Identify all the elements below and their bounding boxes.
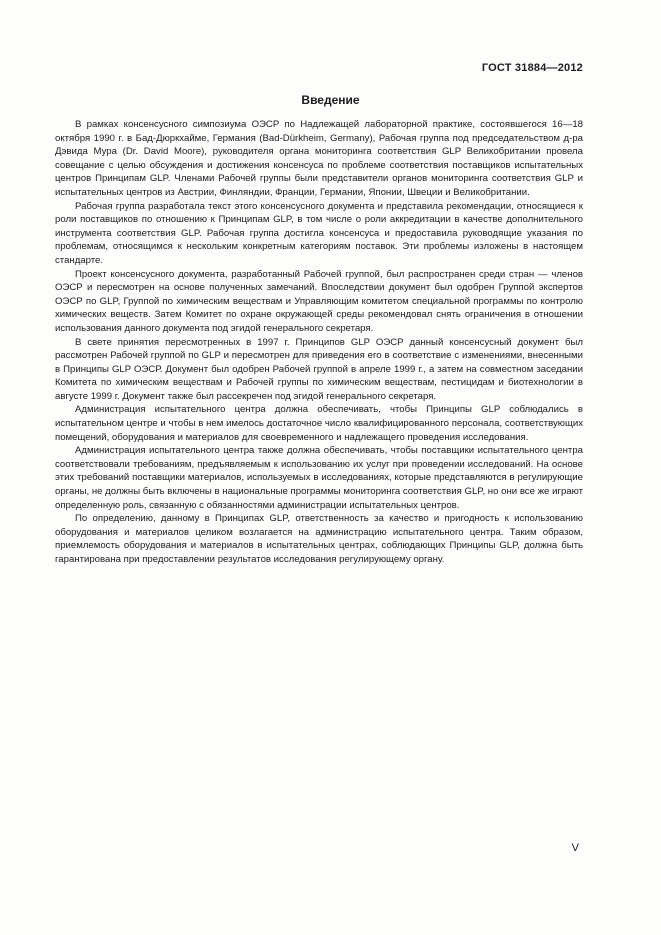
- body-text: [55, 118, 583, 567]
- page-number: V: [571, 842, 579, 854]
- paragraph: По определению, данному в Принципах GLP, ответственность за качество и пригодность к использованию оборудования и материалов целиком возлагается на администрацию испытательного центра. Таким образом, приемлемость оборудования и материалов в испытательных центрах, соблюдающих Принципы GLP, должна быть гарантирована при предоставлении результатов исследования регулирующему органу.: [55, 513, 583, 565]
- section-title: Введение: [301, 93, 360, 107]
- paragraph: Администрация испытательного центра также должна обеспечивать, чтобы поставщики испытательного центра соответствовали требованиям, предъявляемым к использованию их услуг при проведении исследований. На основе этих требований поставщики материалов, используемых в исследованиях, которые представляются в регулирующие органы, не должны быть включены в национальные программы мониторинга соответствия GLP, но они все же играют определенную роль, связанную с обязанностями администрации испытательных центров.: [55, 445, 583, 511]
- paragraph: В свете принятия пересмотренных в 1997 г. Принципов GLP ОЭСР данный консенсусный документ был рассмотрен Рабочей группой по GLP и пересмотрен для приведения его в соответствие с изменениями, внесенными в Принципы GLP ОЭСР. Документ был одобрен Рабочей группой в апреле 1999 г., а затем на совместном заседании Комитета по химическим веществам и Рабочей группы по химическим веществам, пестицидам и биотехнологии в августе 1999 г. Документ также был рассекречен под эгидой генерального секретаря.: [55, 336, 583, 402]
- paragraph: Администрация испытательного центра должна обеспечивать, чтобы Принципы GLP соблюдались в испытательном центре и чтобы в нем имелось достаточное число квалифицированного персонала, соответствующих помещений, оборудования и материалов для своевременного и надлежащего проведения исследования.: [55, 404, 583, 443]
- document-code: ГОСТ 31884—2012: [481, 62, 583, 74]
- paragraph: Рабочая группа разработала текст этого консенсусного документа и представила рекомендации, относящиеся к роли поставщиков по отношению к Принципам GLP, в том числе о роли аккредитации в качестве дополнительного инструмента соответствия GLP. Рабочая группа достигла консенсуса и предоставила руководящие указания по проблемам, относящимся к нескольким конкретным категориям поставок. Эти проблемы изложены в настоящем стандарте.: [55, 200, 583, 266]
- paragraph: Проект консенсусного документа, разработанный Рабочей группой, был распространен среди стран — членов ОЭСР и пересмотрен на основе полученных замечаний. Впоследствии документ был одобрен Группой экспертов ОЭСР по GLP, Группой по химическим веществам и Управляющим комитетом специальной программы по контролю химических веществ. Затем Комитет по охране окружающей среды рекомендовал снять ограничения в отношении использования данного документа под эгидой генерального секретаря.: [55, 268, 583, 334]
- paragraph: В рамках консенсусного симпозиума ОЭСР по Надлежащей лабораторной практике, состоявшегося 16—18 октября 1990 г. в Бад-Дюркхайме, Германия (Bad-Dürkheim, Germany), Рабочая группа под председательством д-ра Дэвида Мура (Dr. David Moore), руководителя органа мониторинга соответствия GLP Великобритании провела совещание с целью обсуждения и достижения консенсуса по проблеме соответствия поставщиков испытательных центров Принципам GLP. Членами Рабочей группы были представители органов мониторинга соответствия GLP и испытательных центров из Австрии, Финляндии, Франции, Германии, Японии, Швеции и Великобритании.: [55, 119, 583, 198]
